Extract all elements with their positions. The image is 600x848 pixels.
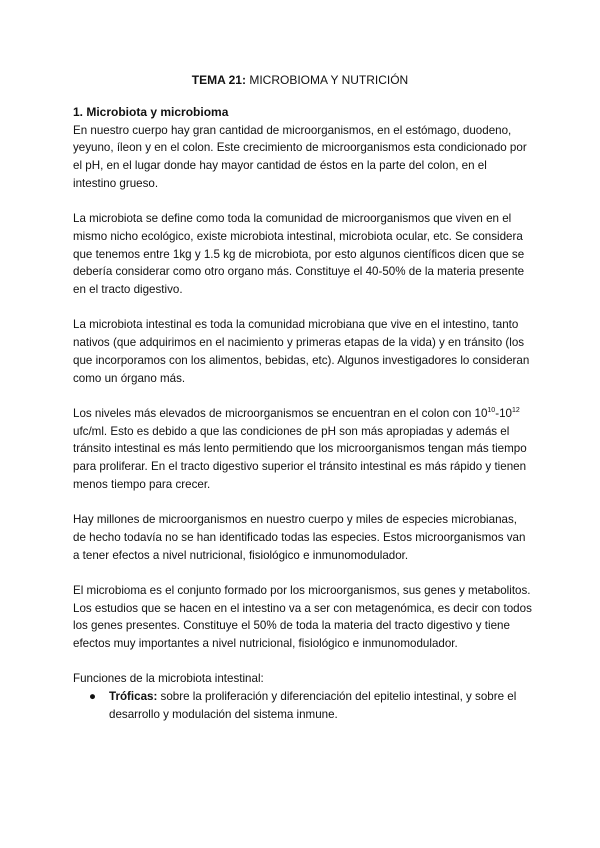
paragraph-4-part-a: Los niveles más elevados de microorganismos se encuentran en el colon con 10 xyxy=(73,406,488,420)
paragraph-1: En nuestro cuerpo hay gran cantidad de microorganismos, en el estómago, duodeno, yeyuno, íleon y en el colon. Este crecimiento de microorganismos esta condicionado por el pH, en el lugar donde hay mayor cantidad de éstos en la parte del colon, en el intestino grueso. xyxy=(73,123,527,190)
bullet-icon: ● xyxy=(89,690,97,704)
list-item-text: sobre la proliferación y diferenciación del epitelio intestinal, y sobre el desarrollo y modulación del sistema inmune. xyxy=(109,690,517,721)
paragraph-5: Hay millones de microorganismos en nuestro cuerpo y miles de especies microbianas, de hecho todavía no se han identificado todas las especies. Estos microorganismos van a tener efectos a nivel nutricional, fisiológico e inmunomodulador. xyxy=(73,513,526,562)
functions-intro: Funciones de la microbiota intestinal: xyxy=(73,672,264,686)
title-rest: MICROBIOMA Y NUTRICIÓN xyxy=(245,73,409,87)
exponent-10: 10 xyxy=(487,407,496,415)
paragraph-4 xyxy=(73,405,533,494)
document-body xyxy=(73,104,533,724)
paragraph-2: La microbiota se define como toda la comunidad de microorganismos que viven en el mismo nicho ecológico, existe microbiota intestinal, microbiota ocular, etc. Se considera que tenemos entre 1kg y 1.5 kg de microbiota, por esto algunos científicos dicen que se debería considerar como otro organo más. Constituye el 40-50% de la materia presente en el tracto digestivo. xyxy=(73,212,525,297)
paragraph-3: La microbiota intestinal es toda la comunidad microbiana que vive en el intestino, tanto nativos (que adquirimos en el nacimiento y primeras etapas de la vida) y en tránsito (los que incorporamos con los alimentos, bebidas, etc). Algunos investigadores lo consideran como un órgano más. xyxy=(73,318,530,385)
exponent-12: 12 xyxy=(511,407,520,415)
paragraph-4-part-b: -10 xyxy=(495,406,512,420)
functions-list xyxy=(73,688,533,723)
page-title xyxy=(0,72,600,88)
title-bold: TEMA 21: xyxy=(191,73,246,87)
list-item-label: Tróficas: xyxy=(109,690,158,704)
paragraph-4-part-c: ufc/ml. Esto es debido a que las condiciones de pH son más apropiadas y además el tránsito intestinal es más lento permitiendo que los microorganismos tengan más tiempo para proliferar. En el tracto digestivo superior el tránsito intestinal es más rápido y tienen menos tiempo para crecer. xyxy=(73,424,527,491)
list-item xyxy=(73,688,533,723)
section-heading: 1. Microbiota y microbioma xyxy=(73,105,229,119)
paragraph-6: El microbioma es el conjunto formado por los microorganismos, sus genes y metabolitos. Los estudios que se hacen en el intestino va a ser con metagenómica, es decir con todos los genes presentes. Constituye el 50% de toda la materia del tracto digestivo y tiene efectos muy importantes a nivel nutricional, fisiológico e inmunomodulador. xyxy=(73,583,532,651)
